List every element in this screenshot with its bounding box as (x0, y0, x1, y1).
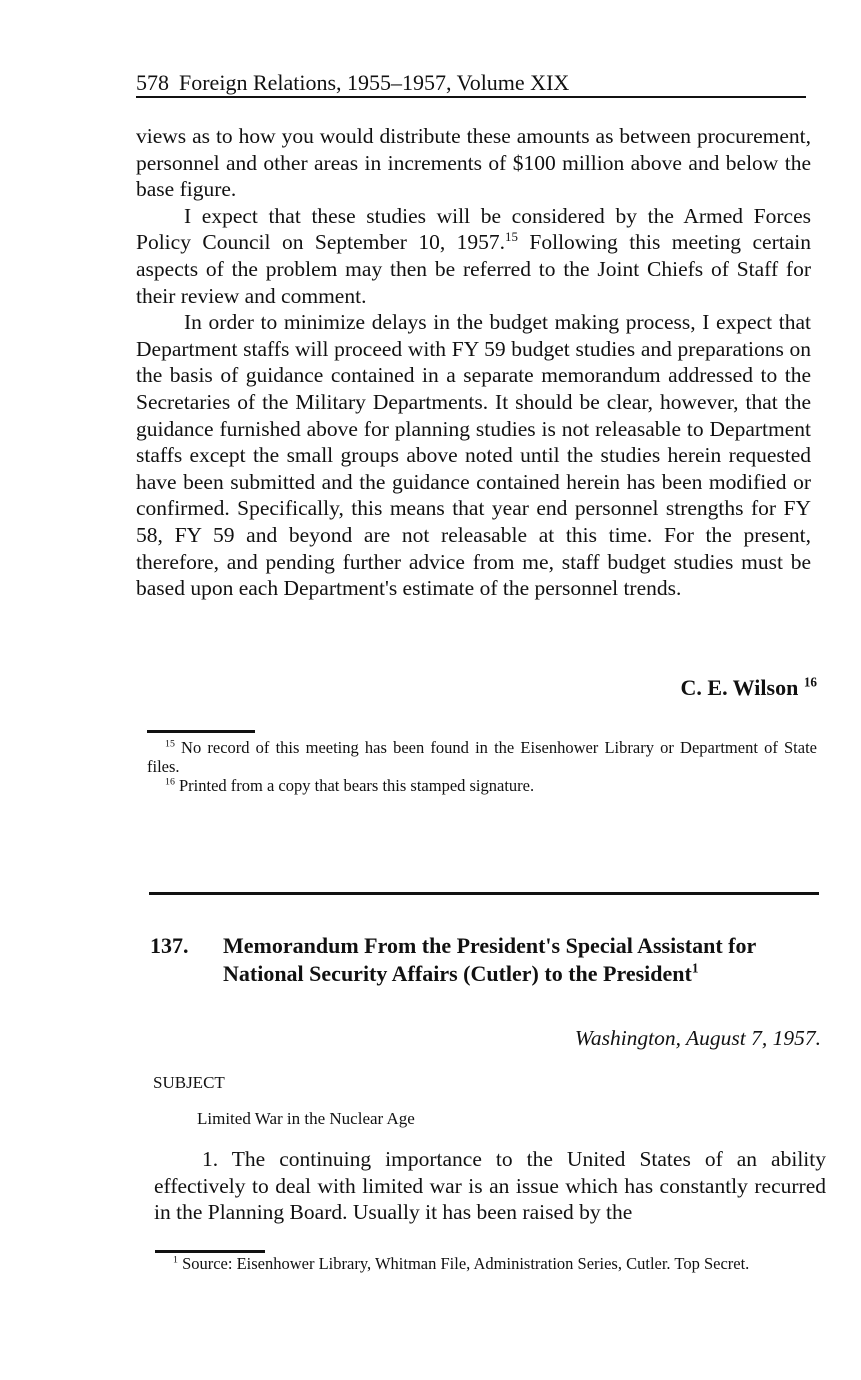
footnote-divider-2 (155, 1250, 265, 1253)
section-divider (149, 892, 819, 895)
document-number: 137. (150, 933, 189, 958)
letter-paragraph-3: In order to minimize delays in the budget making process, I expect that Department staffs will proceed with FY 59 budget studies and preparations on the basis of guidance contained in a separate memorandum addressed to the Secretaries of the Military Departments. It should be clear, however, that the guidance furnished above for planning studies is not releasable to Department staffs except the small groups above noted until the studies herein requested have been submitted and the guidance contained herein has been modified or confirmed. Specifically, this means that year end personnel strengths for FY 58, FY 59 and beyond are not releasable at this time. For the present, therefore, and pending further advice from me, staff budget studies must be based upon each Department's estimate of the personnel trends. (136, 310, 811, 601)
page-number: 578 (136, 70, 169, 95)
running-head (136, 68, 806, 98)
subject-label: SUBJECT (153, 1073, 225, 1092)
volume-title: Foreign Relations, 1955–1957, Volume XIX (179, 70, 570, 95)
footnote-15: $^{15}$ No record of this meeting has been found in the Eisenhower Library or Department of State files. (147, 738, 817, 776)
signature: C. E. Wilson $^{16}$ (680, 674, 817, 700)
subject-text: Limited War in the Nuclear Age (197, 1109, 415, 1128)
letter-paragraph-1: views as to how you would distribute these amounts as between procurement, personnel and other areas in increments of $100 million above and below the base figure. (136, 124, 811, 202)
footnote-ref-16: 16 (803, 674, 817, 690)
footnote-ref-1: 1 (691, 960, 699, 976)
document-title: Memorandum From the President's Special Assistant for National Security Affairs (Cutler) to the President$^1$ (223, 933, 756, 986)
footnote-1: $^1$ Source: Eisenhower Library, Whitman File, Administration Series, Cutler. Top Secret. (173, 1254, 750, 1273)
memo-body (154, 1146, 826, 1226)
letter-body (136, 123, 811, 602)
document-heading (150, 932, 820, 988)
footnotes-letter (147, 738, 817, 795)
dateline: Washington, August 7, 1957. (574, 1026, 821, 1050)
footnote-ref-15: 15 (505, 230, 518, 245)
memo-paragraph-1: 1. The continuing importance to the United States of an ability effectively to deal with limited war is an issue which has constantly recurred in the Planning Board. Usually it has been raised by the (154, 1147, 826, 1225)
letter-paragraph-2: I expect that these studies will be considered by the Armed Forces Policy Council on September 10, 1957.15 Following this meeting certain aspects of the problem may then be referred to the Joint Chiefs of Staff for their review and comment. (136, 203, 811, 308)
footnote-16: $^{16}$ Printed from a copy that bears this stamped signature. (165, 776, 535, 795)
footnotes-memo (155, 1254, 825, 1273)
footnote-divider (147, 730, 255, 733)
